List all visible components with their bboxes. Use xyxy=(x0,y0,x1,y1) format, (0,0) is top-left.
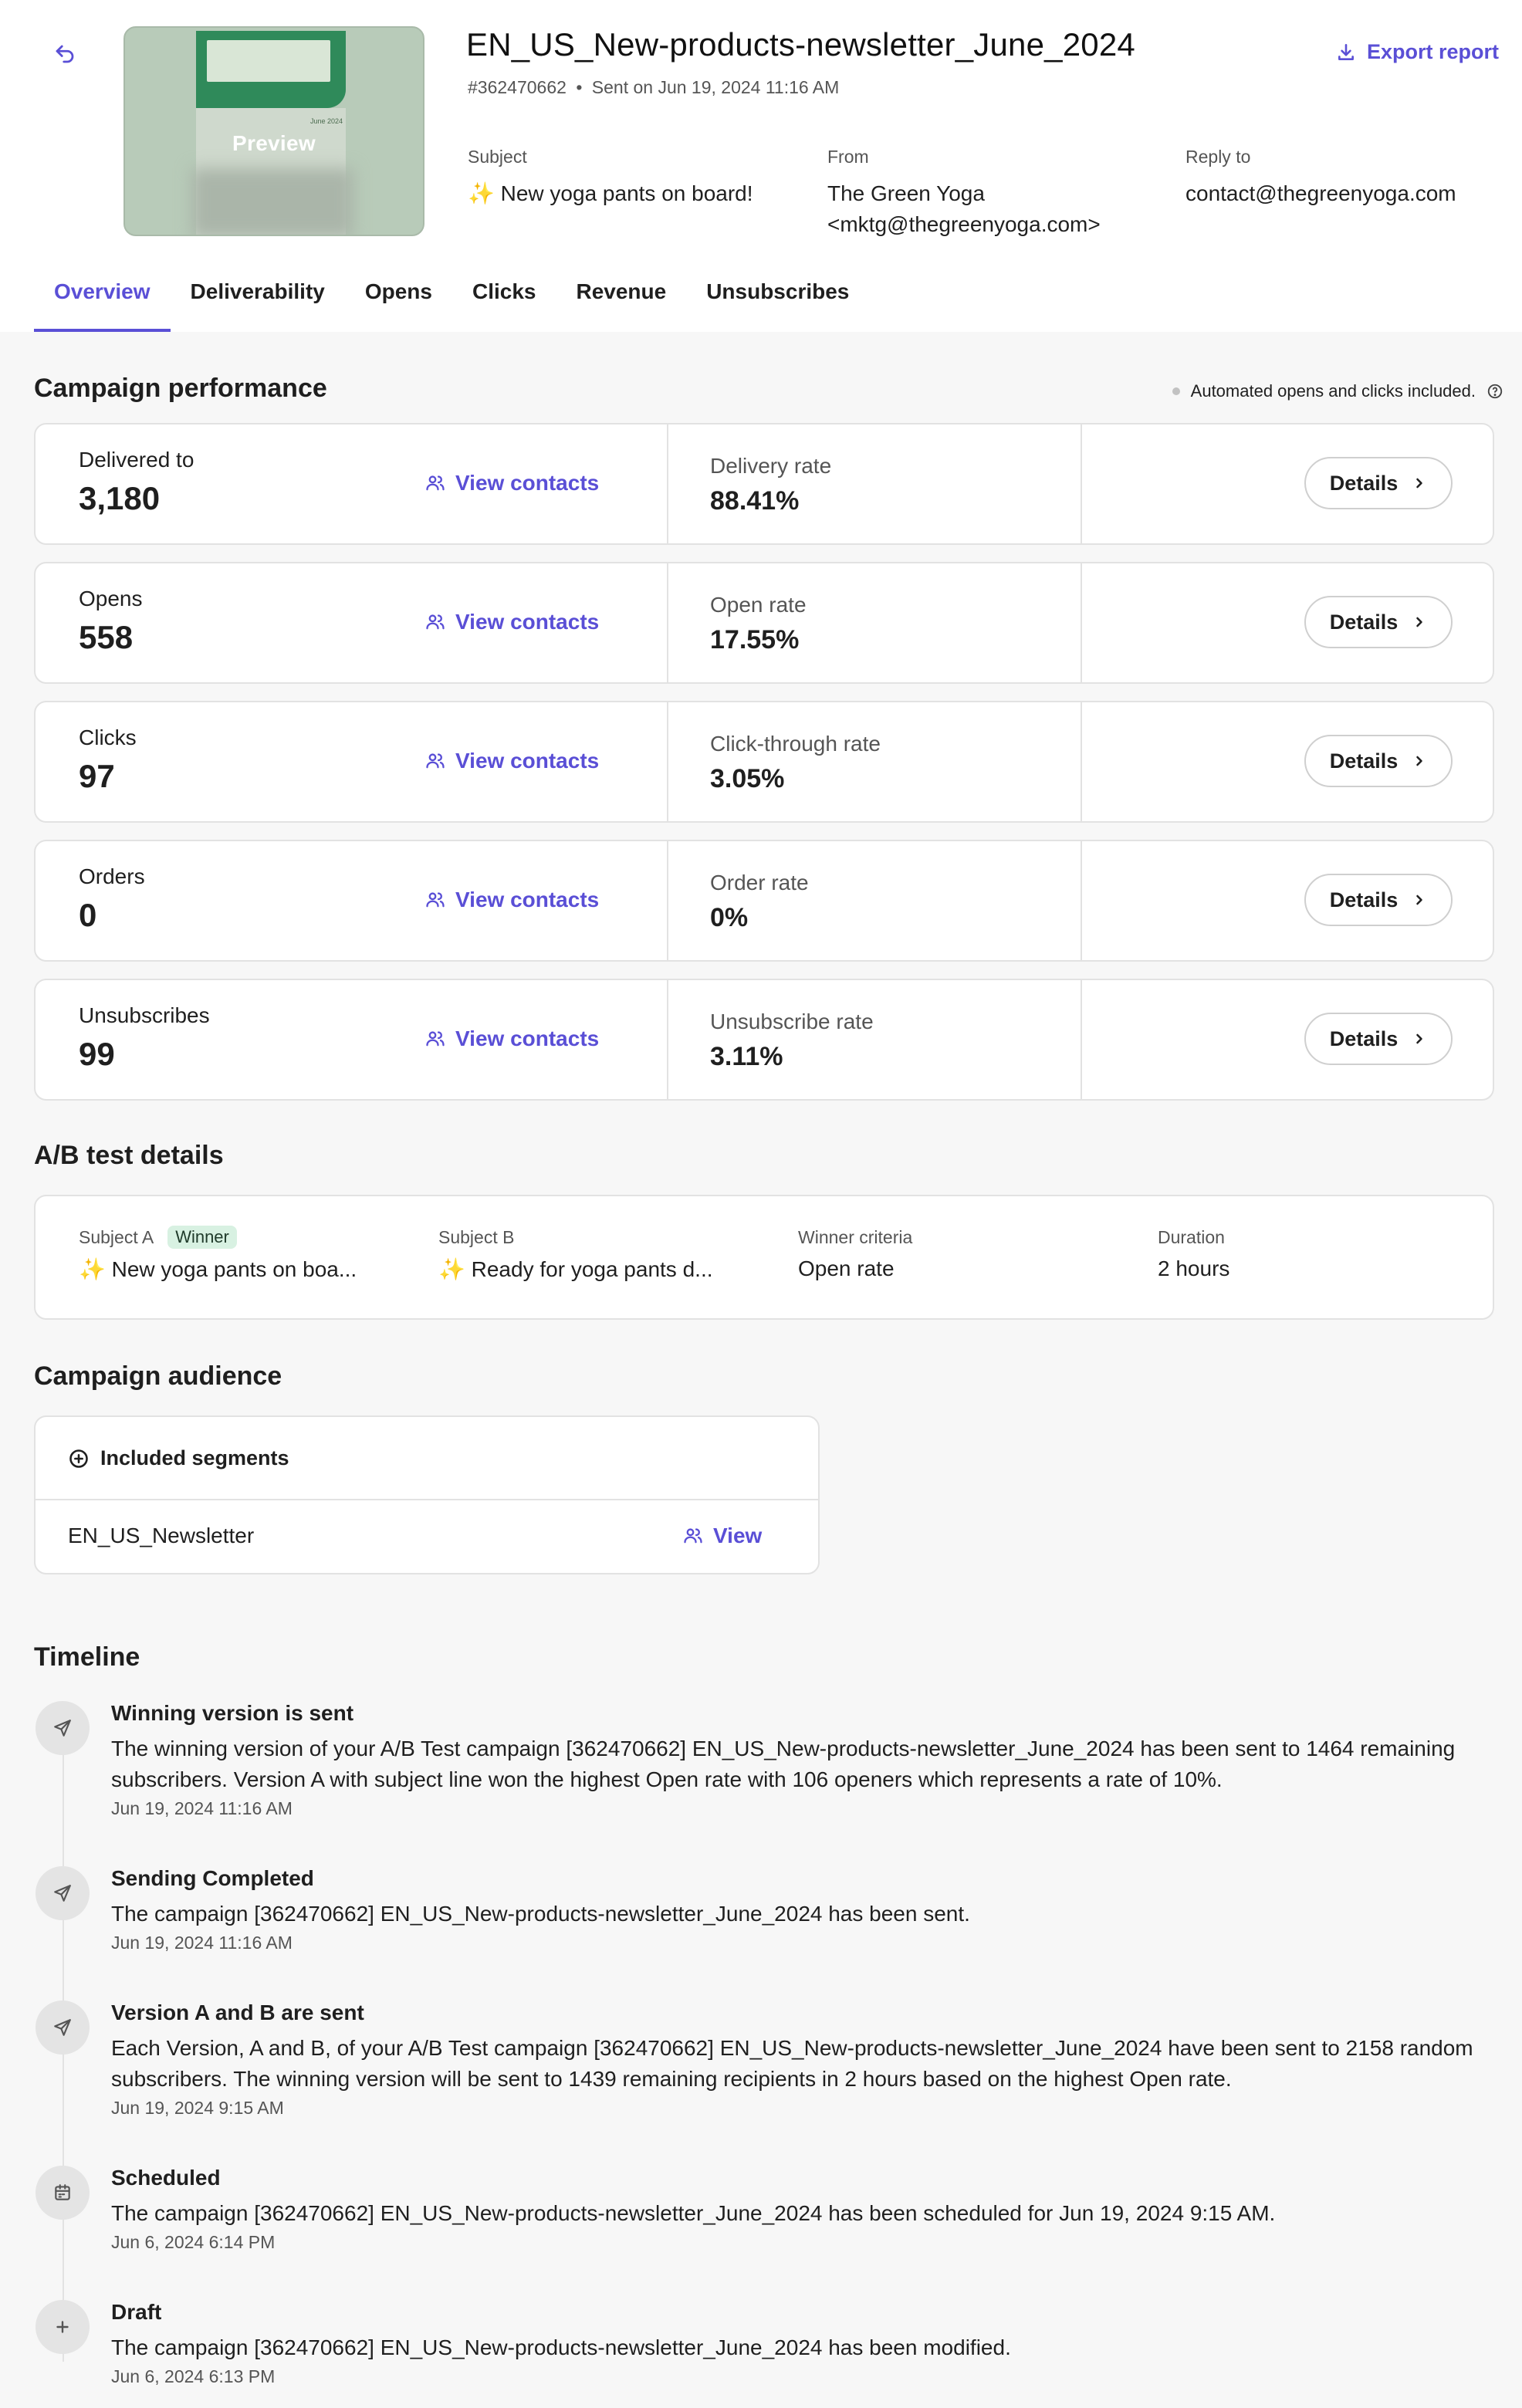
campaign-audience-title: Campaign audience xyxy=(34,1361,282,1391)
clicks-rate-value: 3.05% xyxy=(710,764,785,793)
sent-date: Sent on Jun 19, 2024 11:16 AM xyxy=(591,77,840,97)
subject-value: ✨ New yoga pants on board! xyxy=(468,181,753,205)
chevron-right-icon xyxy=(1412,614,1427,630)
clicks-label: Clicks xyxy=(79,725,137,749)
subject-a-label: Subject A xyxy=(79,1226,154,1247)
view-contacts-label: View contacts xyxy=(455,471,600,495)
ab-test-card xyxy=(34,1195,1494,1320)
campaign-meta xyxy=(468,77,839,98)
audience-divider xyxy=(36,1499,818,1500)
note-dot xyxy=(1172,387,1180,395)
delivered-rate-label: Delivery rate xyxy=(710,454,832,478)
perf-card-orders xyxy=(34,840,1494,962)
reply-to-field xyxy=(1185,147,1456,209)
timeline-item-title: Version A and B are sent xyxy=(111,2000,364,2024)
details-delivered-button[interactable] xyxy=(1304,457,1453,509)
timeline-item-date: Jun 19, 2024 11:16 AM xyxy=(111,1933,293,1953)
view-contacts-label: View contacts xyxy=(455,888,600,911)
help-icon[interactable] xyxy=(1486,383,1503,400)
details-label: Details xyxy=(1329,471,1399,495)
users-icon xyxy=(424,1028,446,1050)
plus-icon xyxy=(36,2300,90,2354)
tab-clicks[interactable]: Clicks xyxy=(472,279,536,303)
timeline-item-description: The winning version of your A/B Test campaign [362470662] EN_US_New-products-newsletter_June_2024 has been sent to 1464 remaining subscribers. Version A with subject line won the highest Open rate with 106 openers which represents a rate of 10%. xyxy=(111,1737,1456,1791)
details-clicks-button[interactable] xyxy=(1304,735,1453,787)
preview-label: Preview xyxy=(232,131,316,155)
send-icon xyxy=(36,1866,90,1920)
timeline-title: Timeline xyxy=(34,1642,140,1672)
subject-b-label: Subject B xyxy=(438,1226,515,1247)
perf-card-delivered xyxy=(34,423,1494,545)
winner-criteria-label: Winner criteria xyxy=(798,1226,913,1247)
subject-a-value: ✨ New yoga pants on boa... xyxy=(79,1257,357,1281)
timeline-item-description: The campaign [362470662] EN_US_New-products-newsletter_June_2024 has been sent. xyxy=(111,1902,970,1926)
timeline-item-text xyxy=(111,1997,1493,2119)
preview-blur xyxy=(191,168,353,236)
opens-value: 558 xyxy=(79,619,134,655)
perf-card-clicks xyxy=(34,701,1494,823)
from-label: From xyxy=(827,147,869,167)
included-segments-label: Included segments xyxy=(100,1446,289,1469)
delivered-rate-value: 88.41% xyxy=(710,486,800,516)
timeline-item-date: Jun 6, 2024 6:13 PM xyxy=(111,2366,276,2386)
duration-value: 2 hours xyxy=(1158,1256,1230,1280)
campaign-performance-title: Campaign performance xyxy=(34,374,327,403)
meta-separator: • xyxy=(576,77,583,97)
card-divider xyxy=(1081,980,1082,1099)
details-orders-button[interactable] xyxy=(1304,874,1453,926)
duration-column xyxy=(1158,1226,1466,1281)
users-icon xyxy=(682,1525,704,1547)
timeline-item-text xyxy=(111,1698,1493,1820)
timeline-item-text xyxy=(111,2297,1493,2388)
from-name: The Green Yoga xyxy=(827,181,985,205)
preview-date: June 2024 xyxy=(310,117,343,125)
details-unsubscribes-button[interactable] xyxy=(1304,1013,1453,1065)
subject-b-value: ✨ Ready for yoga pants d... xyxy=(438,1257,713,1281)
export-report-label: Export report xyxy=(1366,40,1499,63)
tab-revenue[interactable]: Revenue xyxy=(576,279,667,303)
details-label: Details xyxy=(1329,610,1399,634)
view-contacts-clicks-button[interactable] xyxy=(424,749,599,773)
calendar-icon xyxy=(36,2166,90,2220)
view-segment-label: View xyxy=(713,1524,763,1547)
email-preview-thumbnail[interactable] xyxy=(123,26,424,236)
subject-a-label-row xyxy=(79,1226,387,1249)
view-contacts-orders-button[interactable] xyxy=(424,888,599,912)
tab-unsubscribes[interactable]: Unsubscribes xyxy=(706,279,850,303)
card-divider xyxy=(1081,702,1082,821)
details-label: Details xyxy=(1329,749,1399,773)
card-divider xyxy=(667,841,668,960)
segment-name: EN_US_Newsletter xyxy=(68,1524,255,1547)
clicks-rate-label: Click-through rate xyxy=(710,732,881,756)
chevron-right-icon xyxy=(1412,1031,1427,1047)
orders-rate-label: Order rate xyxy=(710,871,809,895)
orders-value: 0 xyxy=(79,897,97,933)
automated-note xyxy=(1172,381,1503,401)
card-divider xyxy=(667,980,668,1099)
timeline-item-title: Winning version is sent xyxy=(111,1701,354,1725)
view-segment-button[interactable] xyxy=(682,1524,762,1548)
chevron-right-icon xyxy=(1412,475,1427,491)
campaign-header xyxy=(0,0,1522,332)
view-contacts-label: View contacts xyxy=(455,1026,600,1050)
view-contacts-unsubscribes-button[interactable] xyxy=(424,1026,599,1051)
details-label: Details xyxy=(1329,1026,1399,1050)
from-value xyxy=(827,178,1101,240)
delivered-label: Delivered to xyxy=(79,448,194,472)
orders-label: Orders xyxy=(79,864,145,888)
preview-header-block xyxy=(196,31,346,108)
ab-test-title: A/B test details xyxy=(34,1141,224,1170)
timeline-item-title: Draft xyxy=(111,2300,162,2324)
send-icon xyxy=(36,1701,90,1755)
unsubscribes-rate-value: 3.11% xyxy=(710,1042,783,1071)
view-contacts-opens-button[interactable] xyxy=(424,610,599,634)
timeline-item-date: Jun 19, 2024 9:15 AM xyxy=(111,2098,284,2118)
card-divider xyxy=(667,424,668,543)
included-segments-header xyxy=(68,1446,289,1470)
winner-criteria-value: Open rate xyxy=(798,1256,895,1280)
users-icon xyxy=(424,611,446,633)
duration-label: Duration xyxy=(1158,1226,1225,1247)
card-divider xyxy=(667,563,668,682)
timeline-item-description: The campaign [362470662] EN_US_New-products-newsletter_June_2024 has been scheduled for Jun 19, 2024 9:15 AM. xyxy=(111,2201,1276,2225)
campaign-id: #362470662 xyxy=(468,77,567,97)
card-divider xyxy=(667,702,668,821)
opens-rate-value: 17.55% xyxy=(710,625,800,654)
users-icon xyxy=(424,889,446,911)
from-email: <mktg@thegreenyoga.com> xyxy=(827,212,1101,236)
timeline-item-description: The campaign [362470662] EN_US_New-products-newsletter_June_2024 has been modified. xyxy=(111,2335,1011,2359)
timeline-item-text xyxy=(111,2163,1493,2254)
automated-note-text: Automated opens and clicks included. xyxy=(1190,381,1476,401)
download-icon xyxy=(1336,42,1356,63)
subject-label: Subject xyxy=(468,147,527,167)
subject-field xyxy=(468,147,753,209)
tab-opens[interactable]: Opens xyxy=(364,279,432,303)
orders-rate-value: 0% xyxy=(710,903,749,932)
timeline-item-title: Scheduled xyxy=(111,2166,221,2190)
timeline-item-date: Jun 6, 2024 6:14 PM xyxy=(111,2232,276,2252)
subject-a-column xyxy=(79,1226,387,1282)
perf-card-opens xyxy=(34,562,1494,684)
send-icon xyxy=(36,2000,90,2055)
opens-rate-label: Open rate xyxy=(710,593,807,617)
timeline-item-description: Each Version, A and B, of your A/B Test campaign [362470662] EN_US_New-products-newsletter_June_2024 have been sent to 2158 random subscribers. The winning version will be sent to 1439 remaining recipients in 2 hours based on the highest Open rate. xyxy=(111,2036,1473,2091)
clicks-value: 97 xyxy=(79,758,115,794)
winner-badge: Winner xyxy=(167,1226,237,1249)
back-button[interactable] xyxy=(51,40,79,68)
report-tabs xyxy=(34,265,869,332)
reply-to-label: Reply to xyxy=(1185,147,1251,167)
reply-to-value: contact@thegreenyoga.com xyxy=(1185,181,1456,205)
back-arrow-icon xyxy=(53,42,76,66)
unsubscribes-value: 99 xyxy=(79,1036,115,1072)
campaign-title: EN_US_New-products-newsletter_June_2024 xyxy=(466,26,1135,63)
users-icon xyxy=(424,472,446,494)
unsubscribes-label: Unsubscribes xyxy=(79,1003,210,1027)
unsubscribes-rate-label: Unsubscribe rate xyxy=(710,1010,874,1033)
details-label: Details xyxy=(1329,888,1399,911)
view-contacts-delivered-button[interactable] xyxy=(424,471,599,495)
winner-criteria-column xyxy=(798,1226,1107,1281)
view-contacts-label: View contacts xyxy=(455,749,600,773)
add-circle-icon xyxy=(68,1448,90,1469)
users-icon xyxy=(424,750,446,772)
card-divider xyxy=(1081,841,1082,960)
card-divider xyxy=(1081,424,1082,543)
tab-overview[interactable]: Overview xyxy=(34,265,171,332)
timeline-item-title: Sending Completed xyxy=(111,1866,314,1890)
timeline-item-date: Jun 19, 2024 11:16 AM xyxy=(111,1798,293,1818)
subject-b-column xyxy=(438,1226,747,1282)
chevron-right-icon xyxy=(1412,892,1427,908)
audience-card xyxy=(34,1415,820,1574)
card-divider xyxy=(1081,563,1082,682)
perf-card-unsubscribes xyxy=(34,979,1494,1101)
delivered-value: 3,180 xyxy=(79,480,161,516)
opens-label: Opens xyxy=(79,587,143,610)
chevron-right-icon xyxy=(1412,753,1427,769)
from-field xyxy=(827,147,1101,240)
tab-deliverability[interactable]: Deliverability xyxy=(190,279,325,303)
timeline-item-text xyxy=(111,1863,1493,1954)
details-opens-button[interactable] xyxy=(1304,596,1453,648)
view-contacts-label: View contacts xyxy=(455,610,600,634)
export-report-button[interactable] xyxy=(1336,40,1499,64)
